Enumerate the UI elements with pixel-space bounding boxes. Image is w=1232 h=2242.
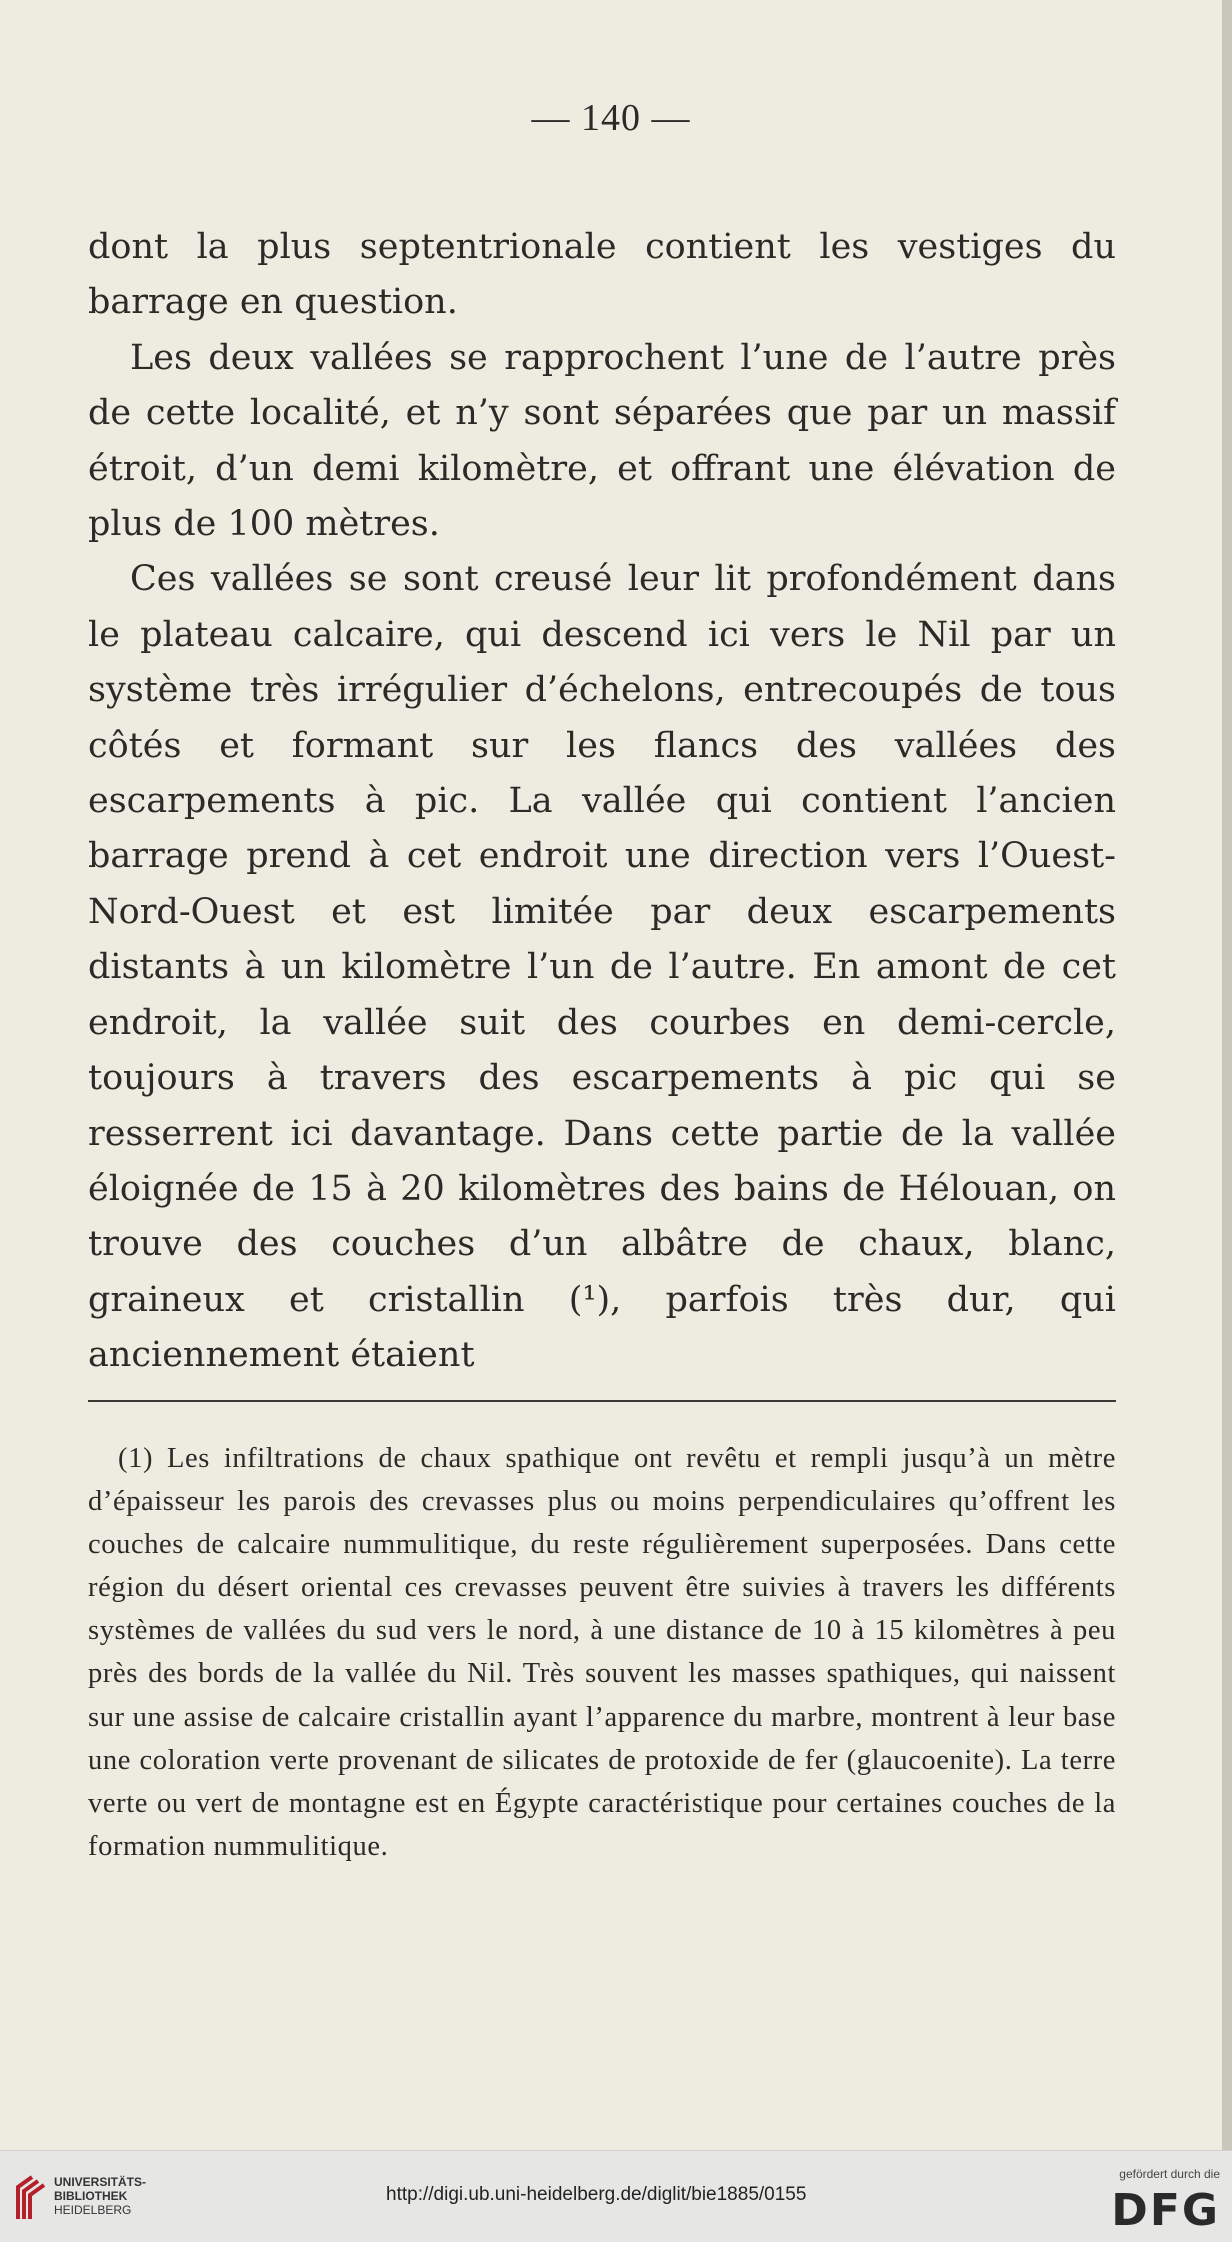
- paragraph-1: dont la plus septentrionale contient les vestiges du barrage en question.: [88, 227, 1116, 323]
- library-name-line-2: BIBLIOTHEK: [54, 2189, 128, 2203]
- dfg-logo: DFG: [1111, 2185, 1220, 2236]
- viewer-footer: [0, 2150, 1232, 2242]
- paragraph-3: Ces vallées se sont creusé leur lit profondément dans le plateau calcaire, qui descend ici vers le Nil par un système très irrégulier d’échelons, entrecoupés de tous côtés et formant sur les flancs des vallées des escarpements à pic. La vallée qui contient l’ancien barrage prend à cet endroit une direction vers l’Ouest-Nord-Ouest et est limitée par deux escarpements distants à un kilomètre l’un de l’autre. En amont de cet endroit, la vallée suit des courbes en demi-cercle, toujours à travers des escarpements à pic qui se resserrent ici davantage. Dans cette partie de la vallée éloignée de 15 à 20 kilomètres des bains de Hélouan, on trouve des couches d’un albâtre de chaux, blanc, graineux et cristallin (¹), parfois très dur, qui anciennement étaient: [88, 559, 1116, 1376]
- paragraph-2: Les deux vallées se rapprochent l’une de l’autre près de cette localité, et n’y sont séparées que par un massif étroit, d’un demi kilomètre, et offrant une élévation de plus de 100 mètres.: [88, 337, 1116, 545]
- library-name-line-3: HEIDELBERG: [54, 2203, 132, 2217]
- footnote-separator: [88, 1400, 1116, 1402]
- page-number: — 140 —: [531, 97, 691, 139]
- university-library-logo-icon: [12, 2173, 46, 2223]
- library-name-line-1: UNIVERSITÄTS-: [54, 2175, 147, 2189]
- funding-note: gefördert durch die: [1119, 2167, 1220, 2181]
- library-name: [54, 2175, 146, 2217]
- footnote: (1) Les infiltrations de chaux spathique ont revêtu et rempli jusqu’à un mètre d’épaisseur les parois des crevasses plus ou moins perpendiculaires qu’offrent les couches de calcaire nummulitique, du reste régulièrement superposées. Dans cette région du désert oriental ces crevasses peuvent être suivies à travers les différents systèmes de vallées du sud vers le nord, à une distance de 10 à 15 kilomètres à peu près des bords de la vallée du Nil. Très souvent les masses spathiques, qui naissent sur une assise de calcaire cristallin ayant l’apparence du marbre, montrent à leur base une coloration verte provenant de silicates de protoxide de fer (glaucoenite). La terre verte ou vert de montagne est en Égypte caractéristique pour certaines couches de la formation nummulitique.: [88, 1443, 1116, 1862]
- page-edge: [1222, 0, 1232, 2150]
- body-text: [88, 220, 1116, 1384]
- permalink-url[interactable]: http://digi.ub.uni-heidelberg.de/diglit/bie1885/0155: [386, 2184, 807, 2205]
